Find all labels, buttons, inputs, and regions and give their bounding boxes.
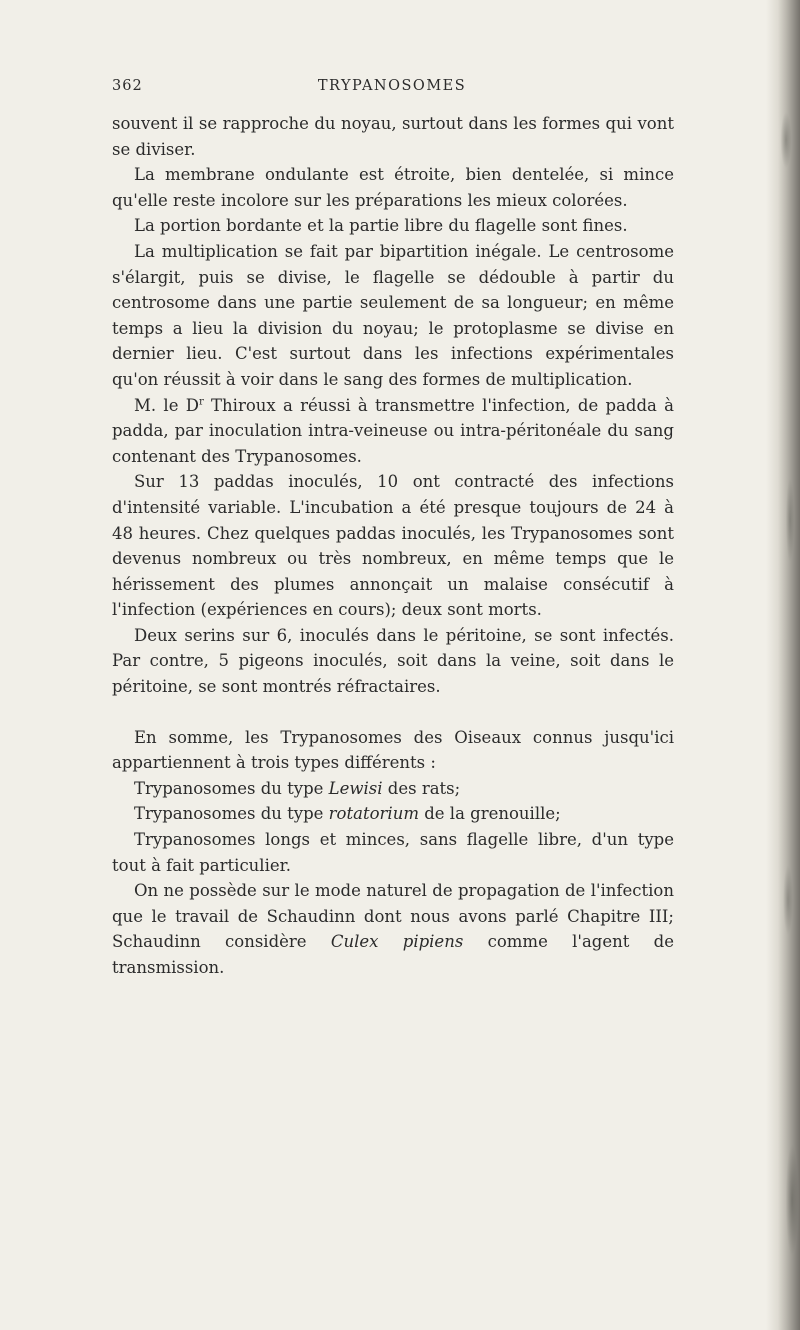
paragraph-5-rest: Thiroux a réussi à transmettre l'infection, de padda à padda, par inoculation intra-veineuse ou intra-péritonéale du sang contenant des Trypanosomes. — [112, 395, 674, 466]
paragraph-5 — [112, 393, 674, 470]
type-item-2-end: de la grenouille; — [418, 804, 561, 824]
type-item-1 — [112, 776, 674, 802]
section-spacer — [112, 700, 674, 725]
type-item-1-end: des rats; — [382, 778, 461, 798]
type-item-3: Trypanosomes longs et minces, sans flagelle libre, d'un type tout à fait particulier. — [112, 830, 674, 875]
paragraph-6: Sur 13 paddas inoculés, 10 ont contracté des infections d'intensité variable. L'incubation a été presque toujours de 24 à 48 heures. Chez quelques paddas inoculés, les Trypanosomes sont devenus nombreux ou très nombreux, en même temps que le hérissement des plumes annonçait un malaise consécutif à l'infection (expériences en cours); deux sont morts. — [112, 472, 674, 620]
paragraph-10-end: comme l'agent de transmission. — [112, 932, 674, 977]
doctor-abbrev-superscript: r — [198, 396, 204, 408]
page-number: 362 — [112, 78, 143, 94]
type-item-1-start: Trypanosomes du type — [134, 778, 329, 798]
paragraph-3: La portion bordante et la partie libre du flagelle sont fines. — [134, 216, 628, 236]
paragraph-10-start: Schaudinn considère — [112, 932, 331, 952]
page-body — [112, 111, 674, 981]
type-item-2 — [112, 801, 674, 827]
running-title: TRYPANOSOMES — [317, 78, 467, 94]
paragraph-1: souvent il se rapproche du noyau, surtout dans les formes qui vont se diviser. — [112, 114, 674, 159]
running-header — [112, 78, 672, 98]
paragraph-4: La multiplication se fait par bipartition inégale. Le centrosome s'élargit, puis se divise, le flagelle se dédouble à partir du centrosome dans une partie seulement de sa longueur; en même temps a lieu la division du noyau; le protoplasme se divise en dernier lieu. C'est surtout dans les infections expérimentales qu'on réussit à voir dans le sang des formes de multiplication. — [112, 241, 674, 389]
type-item-1-species: Lewisi — [328, 778, 383, 798]
paragraph-9-text: On ne possède sur le mode naturel de propagation de l'infection que le travail de Schaudinn dont nous avons parlé Chapitre III; — [112, 881, 674, 926]
paragraph-2: La membrane ondulante est étroite, bien dentelée, si mince qu'elle reste incolore sur les préparations les mieux colorées. — [112, 165, 674, 210]
paragraph-5-start: M. le D — [134, 395, 199, 415]
paragraph-7: Deux serins sur 6, inoculés dans le péritoine, se sont infectés. Par contre, 5 pigeons inoculés, soit dans la veine, soit dans le péritoine, se sont montrés réfractaires. — [112, 625, 674, 697]
type-item-2-species: rotatorium — [328, 804, 419, 824]
mosquito-species: Culex pipiens — [330, 932, 464, 952]
paragraph-8: En somme, les Trypanosomes des Oiseaux connus jusqu'ici appartiennent à trois types différents : — [112, 727, 674, 773]
type-item-2-start: Trypanosomes du type — [134, 804, 329, 824]
page-edge-stains — [766, 0, 800, 1330]
paragraph-9 — [112, 878, 674, 980]
